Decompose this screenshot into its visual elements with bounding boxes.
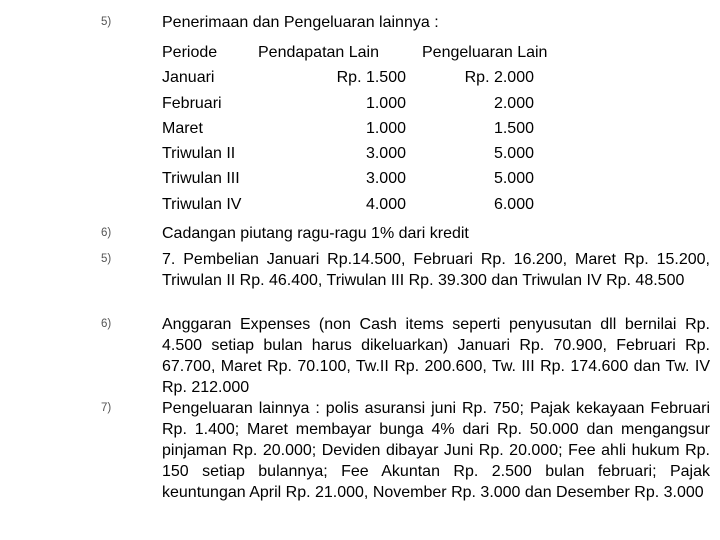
income-cell: 1.000 bbox=[365, 95, 406, 112]
table-row bbox=[162, 69, 562, 91]
period-cell: Triwulan IV bbox=[162, 196, 242, 213]
list-item bbox=[101, 314, 710, 398]
period-cell: Februari bbox=[162, 95, 222, 112]
income-cell: 1.000 bbox=[365, 120, 406, 137]
item-number: 5) bbox=[101, 16, 112, 28]
list-item bbox=[101, 249, 710, 291]
table-header-row bbox=[162, 44, 562, 66]
period-cell: Januari bbox=[162, 69, 215, 86]
period-cell: Triwulan II bbox=[162, 145, 236, 162]
expense-cell: 5.000 bbox=[493, 145, 534, 162]
table-row bbox=[162, 145, 562, 167]
item-number: 7) bbox=[101, 402, 112, 414]
period-cell: Maret bbox=[162, 120, 203, 137]
item-number: 5) bbox=[101, 253, 112, 265]
item-number: 6) bbox=[101, 227, 112, 239]
table-row bbox=[162, 196, 562, 218]
list-item bbox=[101, 223, 710, 244]
expense-cell: 5.000 bbox=[493, 170, 534, 187]
list-item bbox=[101, 398, 710, 503]
item-text: 7. Pembelian Januari Rp.14.500, Februari Rp. 16.200, Maret Rp. 15.200, Triwulan II Rp. 46.400, Triwulan III Rp. 39.300 dan Triwulan IV Rp. 48.500 bbox=[162, 251, 710, 289]
item-text: Anggaran Expenses (non Cash items seperti penyusutan dll bernilai Rp. 4.500 setiap bulan harus dikeluarkan) Januari Rp. 70.900, Februari Rp. 67.700, Maret Rp. 70.100, Tw.II Rp. 200.600, Tw. III Rp. 174.600 dan Tw. IV Rp. 212.000 bbox=[162, 316, 710, 396]
item-text: Cadangan piutang ragu-ragu 1% dari kredit bbox=[162, 225, 469, 242]
expense-cell: 1.500 bbox=[493, 120, 534, 137]
expense-cell: Rp. 2.000 bbox=[464, 69, 534, 86]
column-header-period: Periode bbox=[162, 44, 218, 61]
list-item bbox=[101, 12, 710, 33]
column-header-expense: Pengeluaran Lain bbox=[422, 44, 548, 61]
item-number: 6) bbox=[101, 318, 112, 330]
expense-cell: 6.000 bbox=[493, 196, 534, 213]
income-cell: 3.000 bbox=[365, 145, 406, 162]
item-text: Penerimaan dan Pengeluaran lainnya : bbox=[162, 14, 439, 31]
expense-cell: 2.000 bbox=[493, 95, 534, 112]
item-text: Pengeluaran lainnya : polis asuransi juni Rp. 750; Pajak kekayaan Februari Rp. 1.400; Maret membayar bunga 4% dari Rp. 50.000 dan mengangsur pinjaman Rp. 20.000; Deviden dibayar Juni Rp. 20.000; Fee ahli hukum Rp. 150 setiap bulannya; Fee Akuntan Rp. 2.500 bulan februari; Pajak keuntungan April Rp. 21.000, November Rp. 3.000 dan Desember Rp. 3.000 bbox=[162, 400, 710, 501]
table-row bbox=[162, 95, 562, 117]
table-row bbox=[162, 170, 562, 192]
income-cell: Rp. 1.500 bbox=[336, 69, 406, 86]
income-cell: 4.000 bbox=[365, 196, 406, 213]
period-cell: Triwulan III bbox=[162, 170, 240, 187]
income-cell: 3.000 bbox=[365, 170, 406, 187]
column-header-income: Pendapatan Lain bbox=[258, 44, 379, 61]
table-row bbox=[162, 120, 562, 142]
